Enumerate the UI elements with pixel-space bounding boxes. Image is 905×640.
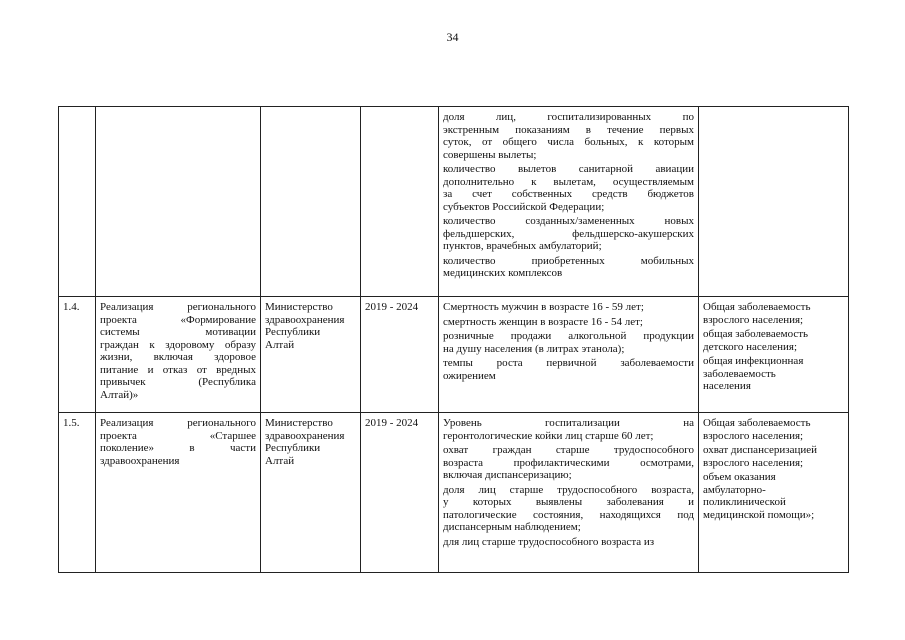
cell-number: 1.4.: [59, 297, 96, 413]
cell-indicators: [439, 413, 699, 573]
cell-indicators: [439, 107, 699, 297]
text-line: Министерство: [265, 417, 333, 429]
text-line: доля лиц, госпитализированных по: [443, 111, 694, 123]
text-line: включая диспансеризацию;: [443, 469, 572, 481]
text-line: поликлинической: [703, 496, 786, 508]
indicator-item: [443, 330, 694, 355]
text-line: геронтологические койки лиц старше 60 лет;: [443, 429, 654, 442]
text-line: у которых выявлены заболевания и: [443, 496, 694, 508]
indicator-item: [443, 316, 694, 329]
text-line: медицинских комплексов: [443, 267, 563, 279]
text-line: дополнительно к вылетам, осуществляемым: [443, 175, 694, 188]
text-line: взрослого населения;: [703, 429, 804, 442]
text-line: Алтай)»: [100, 388, 139, 401]
text-line: общая заболеваемость: [703, 328, 809, 340]
cell-related: [699, 413, 849, 573]
text-line: количество созданных/замененных новых: [443, 215, 694, 227]
text-line: темпы роста первичной заболеваемости: [443, 357, 694, 369]
text-line: медицинской помощи»;: [703, 508, 815, 521]
text-line: Республики: [265, 442, 321, 454]
cell-number: [59, 107, 96, 297]
text-line: смертность женщин в возрасте 16 - 54 лет;: [443, 315, 643, 328]
text-line: суток, от общего числа больных, к которым: [443, 136, 694, 148]
related-indicator: [703, 417, 844, 442]
indicator-item: [443, 484, 694, 534]
related-indicator: [703, 328, 844, 353]
text-line: диспансерным наблюдением;: [443, 521, 581, 533]
text-line: на душу населения (в литрах этанола);: [443, 342, 625, 355]
text-line: общая инфекционная: [703, 355, 804, 367]
indicator-item: [443, 417, 694, 442]
text-line: амбулаторно-: [703, 483, 766, 496]
text-line: фельдшерских, фельдшерско-акушерских: [443, 227, 694, 240]
text-line: здравоохранения: [265, 429, 345, 442]
table-row-continuation: [59, 107, 849, 297]
text-line: Общая заболеваемость: [703, 301, 811, 313]
text-line: питание и отказ от вредных: [100, 363, 256, 376]
table-row-1-5: [59, 413, 849, 573]
table-row-1-4: [59, 297, 849, 413]
text-line: здравоохранения: [100, 454, 180, 467]
text-line: взрослого населения;: [703, 456, 804, 469]
text-line: Реализация регионального: [100, 301, 256, 313]
text-line: жизни, включая здоровое: [100, 351, 256, 363]
cell-related: [699, 297, 849, 413]
cell-number: 1.5.: [59, 413, 96, 573]
text-line: количество приобретенных мобильных: [443, 254, 694, 267]
text-line: граждан к здоровому образу: [100, 338, 256, 351]
text-line: Республики: [265, 326, 321, 338]
indicator-item: [443, 357, 694, 382]
indicator-item: [443, 301, 694, 314]
related-indicator: [703, 355, 844, 393]
text-line: патологические состояния, находящихся под: [443, 508, 694, 521]
cell-executor: [261, 297, 361, 413]
page-number: 34: [446, 30, 459, 44]
text-line: взрослого населения;: [703, 313, 804, 326]
text-line: Министерство: [265, 301, 333, 313]
text-line: ожирением: [443, 369, 496, 382]
text-line: объем оказания: [703, 471, 776, 483]
text-line: совершены вылеты;: [443, 148, 537, 161]
cell-period: [361, 107, 439, 297]
text-line: проекта «Формирование: [100, 313, 256, 326]
text-line: охват диспансеризацией: [703, 444, 818, 456]
cell-executor: [261, 413, 361, 573]
cell-related: [699, 107, 849, 297]
indicator-item: [443, 215, 694, 253]
cell-activity: [96, 107, 261, 297]
text-line: детского населения;: [703, 340, 798, 353]
text-line: розничные продажи алкогольной продукции: [443, 330, 694, 342]
cell-indicators: [439, 297, 699, 413]
text-line: Реализация регионального: [100, 417, 256, 429]
related-indicator: [703, 471, 844, 521]
text-line: Общая заболеваемость: [703, 417, 811, 429]
text-line: пунктов, врачебных амбулаторий;: [443, 240, 602, 252]
text-line: поколение» в части: [100, 442, 256, 454]
text-line: Алтай: [265, 338, 295, 351]
indicator-item: [443, 444, 694, 482]
indicator-item: [443, 255, 694, 280]
program-table: [58, 106, 849, 573]
text-line: для лиц старше трудоспособного возраста из: [443, 535, 655, 548]
related-indicator: [703, 301, 844, 326]
text-line: Смертность мужчин в возрасте 16 - 59 лет;: [443, 301, 644, 313]
text-line: охват граждан старше трудоспособного: [443, 444, 694, 456]
text-line: доля лиц старше трудоспособного возраста,: [443, 483, 694, 496]
indicator-item: [443, 536, 694, 549]
cell-activity: [96, 413, 261, 573]
text-line: здравоохранения: [265, 313, 345, 326]
text-line: проекта «Старшее: [100, 429, 256, 442]
text-line: Уровень госпитализации на: [443, 417, 694, 429]
indicator-item: [443, 163, 694, 213]
text-line: количество вылетов санитарной авиации: [443, 163, 694, 175]
text-line: возраста профилактическими осмотрами,: [443, 456, 694, 469]
cell-executor: [261, 107, 361, 297]
text-line: заболеваемость: [703, 367, 776, 380]
related-indicator: [703, 444, 844, 469]
cell-period: 2019 - 2024: [361, 297, 439, 413]
text-line: за счет собственных средств бюджетов: [443, 188, 694, 200]
text-line: субъектов Российской Федерации;: [443, 200, 605, 213]
text-line: системы мотивации: [100, 326, 256, 338]
indicator-item: [443, 111, 694, 161]
text-line: населения: [703, 380, 751, 392]
text-line: экстренным показаниям в течение первых: [443, 123, 694, 136]
cell-period: 2019 - 2024: [361, 413, 439, 573]
text-line: привычек (Республика: [100, 376, 256, 388]
cell-activity: [96, 297, 261, 413]
text-line: Алтай: [265, 454, 295, 467]
